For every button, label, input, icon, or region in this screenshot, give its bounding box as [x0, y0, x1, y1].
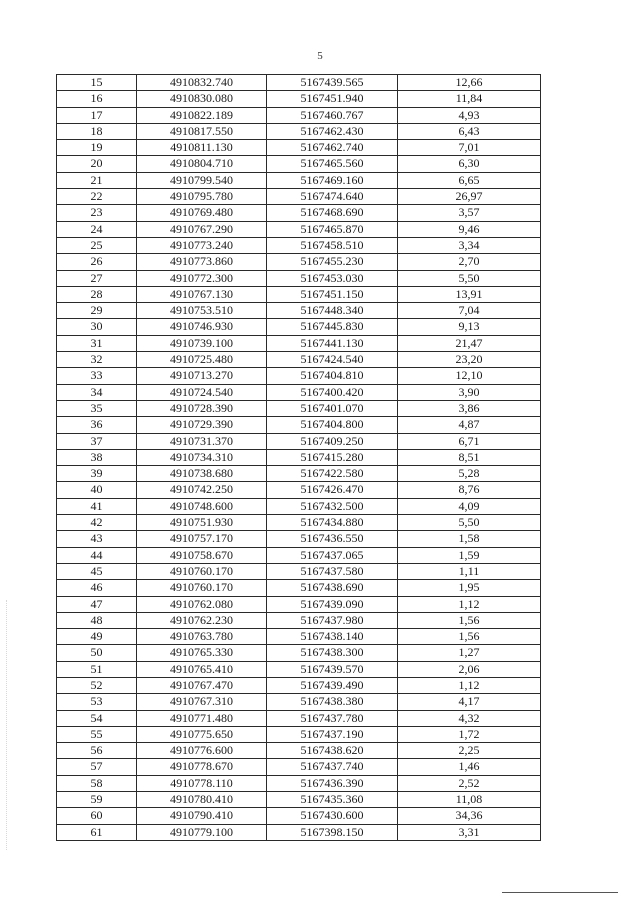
distance-cell: 2,25: [398, 743, 541, 759]
y-coordinate-cell: 5167436.390: [267, 775, 398, 791]
x-coordinate-cell: 4910742.250: [137, 482, 267, 498]
table-row: [57, 661, 541, 677]
x-coordinate-cell: 4910804.710: [137, 156, 267, 172]
point-number-cell: 51: [57, 661, 137, 677]
y-coordinate-cell: 5167458.510: [267, 237, 398, 253]
point-number-cell: 29: [57, 303, 137, 319]
table-row: [57, 417, 541, 433]
point-number-cell: 59: [57, 792, 137, 808]
y-coordinate-cell: 5167438.620: [267, 743, 398, 759]
point-number-cell: 45: [57, 563, 137, 579]
distance-cell: 9,13: [398, 319, 541, 335]
distance-cell: 34,36: [398, 808, 541, 824]
point-number-cell: 32: [57, 352, 137, 368]
distance-cell: 3,34: [398, 237, 541, 253]
point-number-cell: 52: [57, 677, 137, 693]
y-coordinate-cell: 5167400.420: [267, 384, 398, 400]
distance-cell: 1,56: [398, 629, 541, 645]
table-row: [57, 270, 541, 286]
x-coordinate-cell: 4910762.080: [137, 596, 267, 612]
x-coordinate-cell: 4910725.480: [137, 352, 267, 368]
x-coordinate-cell: 4910767.470: [137, 677, 267, 693]
table-row: [57, 352, 541, 368]
distance-cell: 1,27: [398, 645, 541, 661]
y-coordinate-cell: 5167465.870: [267, 221, 398, 237]
table-row: [57, 531, 541, 547]
distance-cell: 8,51: [398, 449, 541, 465]
distance-cell: 7,01: [398, 140, 541, 156]
point-number-cell: 39: [57, 466, 137, 482]
table-row: [57, 368, 541, 384]
point-number-cell: 40: [57, 482, 137, 498]
x-coordinate-cell: 4910779.100: [137, 824, 267, 840]
y-coordinate-cell: 5167451.940: [267, 91, 398, 107]
point-number-cell: 15: [57, 75, 137, 91]
distance-cell: 6,71: [398, 433, 541, 449]
y-coordinate-cell: 5167438.140: [267, 629, 398, 645]
distance-cell: 26,97: [398, 189, 541, 205]
x-coordinate-cell: 4910832.740: [137, 75, 267, 91]
distance-cell: 6,65: [398, 172, 541, 188]
y-coordinate-cell: 5167409.250: [267, 433, 398, 449]
y-coordinate-cell: 5167438.300: [267, 645, 398, 661]
y-coordinate-cell: 5167460.767: [267, 107, 398, 123]
y-coordinate-cell: 5167451.150: [267, 286, 398, 302]
y-coordinate-cell: 5167439.090: [267, 596, 398, 612]
point-number-cell: 55: [57, 726, 137, 742]
distance-cell: 3,90: [398, 384, 541, 400]
distance-cell: 1,12: [398, 677, 541, 693]
point-number-cell: 46: [57, 580, 137, 596]
point-number-cell: 35: [57, 400, 137, 416]
point-number-cell: 37: [57, 433, 137, 449]
x-coordinate-cell: 4910760.170: [137, 563, 267, 579]
x-coordinate-cell: 4910734.310: [137, 449, 267, 465]
y-coordinate-cell: 5167436.550: [267, 531, 398, 547]
point-number-cell: 53: [57, 694, 137, 710]
table-row: [57, 140, 541, 156]
y-coordinate-cell: 5167462.430: [267, 123, 398, 139]
x-coordinate-cell: 4910729.390: [137, 417, 267, 433]
distance-cell: 1,56: [398, 612, 541, 628]
table-row: [57, 221, 541, 237]
x-coordinate-cell: 4910778.110: [137, 775, 267, 791]
x-coordinate-cell: 4910817.550: [137, 123, 267, 139]
distance-cell: 1,58: [398, 531, 541, 547]
point-number-cell: 19: [57, 140, 137, 156]
table-row: [57, 759, 541, 775]
point-number-cell: 57: [57, 759, 137, 775]
distance-cell: 2,06: [398, 661, 541, 677]
table-row: [57, 156, 541, 172]
y-coordinate-cell: 5167404.810: [267, 368, 398, 384]
x-coordinate-cell: 4910713.270: [137, 368, 267, 384]
distance-cell: 4,93: [398, 107, 541, 123]
table-row: [57, 743, 541, 759]
distance-cell: 9,46: [398, 221, 541, 237]
point-number-cell: 38: [57, 449, 137, 465]
table-row: [57, 629, 541, 645]
point-number-cell: 48: [57, 612, 137, 628]
table-row: [57, 563, 541, 579]
y-coordinate-cell: 5167439.570: [267, 661, 398, 677]
y-coordinate-cell: 5167468.690: [267, 205, 398, 221]
distance-cell: 1,59: [398, 547, 541, 563]
point-number-cell: 43: [57, 531, 137, 547]
distance-cell: 2,70: [398, 254, 541, 270]
point-number-cell: 56: [57, 743, 137, 759]
table-row: [57, 824, 541, 840]
point-number-cell: 47: [57, 596, 137, 612]
table-row: [57, 189, 541, 205]
distance-cell: 3,86: [398, 400, 541, 416]
point-number-cell: 18: [57, 123, 137, 139]
distance-cell: 11,08: [398, 792, 541, 808]
table-row: [57, 91, 541, 107]
y-coordinate-cell: 5167437.190: [267, 726, 398, 742]
distance-cell: 3,31: [398, 824, 541, 840]
point-number-cell: 36: [57, 417, 137, 433]
y-coordinate-cell: 5167437.780: [267, 710, 398, 726]
point-number-cell: 58: [57, 775, 137, 791]
x-coordinate-cell: 4910763.780: [137, 629, 267, 645]
y-coordinate-cell: 5167432.500: [267, 498, 398, 514]
distance-cell: 21,47: [398, 335, 541, 351]
table-row: [57, 612, 541, 628]
point-number-cell: 23: [57, 205, 137, 221]
x-coordinate-cell: 4910822.189: [137, 107, 267, 123]
x-coordinate-cell: 4910738.680: [137, 466, 267, 482]
point-number-cell: 26: [57, 254, 137, 270]
coordinates-table: [56, 74, 541, 841]
y-coordinate-cell: 5167439.565: [267, 75, 398, 91]
distance-cell: 5,28: [398, 466, 541, 482]
x-coordinate-cell: 4910776.600: [137, 743, 267, 759]
table-row: [57, 237, 541, 253]
table-row: [57, 319, 541, 335]
y-coordinate-cell: 5167474.640: [267, 189, 398, 205]
table-row: [57, 384, 541, 400]
distance-cell: 5,50: [398, 270, 541, 286]
point-number-cell: 44: [57, 547, 137, 563]
distance-cell: 6,30: [398, 156, 541, 172]
point-number-cell: 16: [57, 91, 137, 107]
table-row: [57, 107, 541, 123]
point-number-cell: 50: [57, 645, 137, 661]
y-coordinate-cell: 5167438.690: [267, 580, 398, 596]
distance-cell: 1,46: [398, 759, 541, 775]
x-coordinate-cell: 4910746.930: [137, 319, 267, 335]
y-coordinate-cell: 5167438.380: [267, 694, 398, 710]
point-number-cell: 42: [57, 515, 137, 531]
point-number-cell: 28: [57, 286, 137, 302]
x-coordinate-cell: 4910771.480: [137, 710, 267, 726]
point-number-cell: 33: [57, 368, 137, 384]
y-coordinate-cell: 5167398.150: [267, 824, 398, 840]
point-number-cell: 20: [57, 156, 137, 172]
distance-cell: 4,87: [398, 417, 541, 433]
y-coordinate-cell: 5167401.070: [267, 400, 398, 416]
x-coordinate-cell: 4910780.410: [137, 792, 267, 808]
x-coordinate-cell: 4910739.100: [137, 335, 267, 351]
point-number-cell: 27: [57, 270, 137, 286]
table-row: [57, 808, 541, 824]
x-coordinate-cell: 4910773.860: [137, 254, 267, 270]
y-coordinate-cell: 5167462.740: [267, 140, 398, 156]
distance-cell: 8,76: [398, 482, 541, 498]
y-coordinate-cell: 5167465.560: [267, 156, 398, 172]
distance-cell: 4,32: [398, 710, 541, 726]
distance-cell: 5,50: [398, 515, 541, 531]
distance-cell: 23,20: [398, 352, 541, 368]
distance-cell: 1,12: [398, 596, 541, 612]
x-coordinate-cell: 4910811.130: [137, 140, 267, 156]
x-coordinate-cell: 4910767.310: [137, 694, 267, 710]
y-coordinate-cell: 5167437.740: [267, 759, 398, 775]
distance-cell: 1,72: [398, 726, 541, 742]
table-row: [57, 580, 541, 596]
x-coordinate-cell: 4910767.130: [137, 286, 267, 302]
y-coordinate-cell: 5167437.980: [267, 612, 398, 628]
y-coordinate-cell: 5167430.600: [267, 808, 398, 824]
table-row: [57, 75, 541, 91]
point-number-cell: 24: [57, 221, 137, 237]
y-coordinate-cell: 5167455.230: [267, 254, 398, 270]
point-number-cell: 49: [57, 629, 137, 645]
point-number-cell: 41: [57, 498, 137, 514]
scan-margin-artifact: [6, 600, 7, 850]
x-coordinate-cell: 4910767.290: [137, 221, 267, 237]
table-row: [57, 792, 541, 808]
y-coordinate-cell: 5167445.830: [267, 319, 398, 335]
point-number-cell: 34: [57, 384, 137, 400]
coordinates-table-body: [57, 75, 541, 841]
y-coordinate-cell: 5167437.580: [267, 563, 398, 579]
distance-cell: 12,10: [398, 368, 541, 384]
footer-rule: [502, 892, 618, 893]
x-coordinate-cell: 4910790.410: [137, 808, 267, 824]
y-coordinate-cell: 5167426.470: [267, 482, 398, 498]
x-coordinate-cell: 4910765.330: [137, 645, 267, 661]
x-coordinate-cell: 4910775.650: [137, 726, 267, 742]
point-number-cell: 21: [57, 172, 137, 188]
x-coordinate-cell: 4910762.230: [137, 612, 267, 628]
x-coordinate-cell: 4910760.170: [137, 580, 267, 596]
table-row: [57, 205, 541, 221]
distance-cell: 6,43: [398, 123, 541, 139]
x-coordinate-cell: 4910724.540: [137, 384, 267, 400]
table-row: [57, 335, 541, 351]
distance-cell: 1,11: [398, 563, 541, 579]
x-coordinate-cell: 4910757.170: [137, 531, 267, 547]
page-number: 5: [317, 50, 323, 62]
distance-cell: 11,84: [398, 91, 541, 107]
distance-cell: 13,91: [398, 286, 541, 302]
table-row: [57, 172, 541, 188]
table-row: [57, 677, 541, 693]
table-row: [57, 449, 541, 465]
distance-cell: 1,95: [398, 580, 541, 596]
x-coordinate-cell: 4910748.600: [137, 498, 267, 514]
y-coordinate-cell: 5167453.030: [267, 270, 398, 286]
y-coordinate-cell: 5167441.130: [267, 335, 398, 351]
point-number-cell: 22: [57, 189, 137, 205]
distance-cell: 2,52: [398, 775, 541, 791]
y-coordinate-cell: 5167434.880: [267, 515, 398, 531]
table-row: [57, 482, 541, 498]
table-row: [57, 123, 541, 139]
x-coordinate-cell: 4910773.240: [137, 237, 267, 253]
distance-cell: 7,04: [398, 303, 541, 319]
y-coordinate-cell: 5167422.580: [267, 466, 398, 482]
x-coordinate-cell: 4910731.370: [137, 433, 267, 449]
y-coordinate-cell: 5167435.360: [267, 792, 398, 808]
distance-cell: 4,09: [398, 498, 541, 514]
x-coordinate-cell: 4910753.510: [137, 303, 267, 319]
table-row: [57, 400, 541, 416]
point-number-cell: 31: [57, 335, 137, 351]
y-coordinate-cell: 5167469.160: [267, 172, 398, 188]
point-number-cell: 25: [57, 237, 137, 253]
x-coordinate-cell: 4910830.080: [137, 91, 267, 107]
point-number-cell: 60: [57, 808, 137, 824]
table-row: [57, 433, 541, 449]
table-row: [57, 547, 541, 563]
table-row: [57, 694, 541, 710]
y-coordinate-cell: 5167415.280: [267, 449, 398, 465]
table-row: [57, 254, 541, 270]
y-coordinate-cell: 5167448.340: [267, 303, 398, 319]
point-number-cell: 30: [57, 319, 137, 335]
x-coordinate-cell: 4910769.480: [137, 205, 267, 221]
x-coordinate-cell: 4910728.390: [137, 400, 267, 416]
table-row: [57, 515, 541, 531]
table-row: [57, 596, 541, 612]
y-coordinate-cell: 5167439.490: [267, 677, 398, 693]
table-row: [57, 466, 541, 482]
distance-cell: 3,57: [398, 205, 541, 221]
x-coordinate-cell: 4910751.930: [137, 515, 267, 531]
distance-cell: 4,17: [398, 694, 541, 710]
point-number-cell: 54: [57, 710, 137, 726]
table-row: [57, 286, 541, 302]
table-row: [57, 303, 541, 319]
table-row: [57, 645, 541, 661]
y-coordinate-cell: 5167424.540: [267, 352, 398, 368]
table-row: [57, 726, 541, 742]
x-coordinate-cell: 4910799.540: [137, 172, 267, 188]
distance-cell: 12,66: [398, 75, 541, 91]
x-coordinate-cell: 4910758.670: [137, 547, 267, 563]
y-coordinate-cell: 5167404.800: [267, 417, 398, 433]
x-coordinate-cell: 4910772.300: [137, 270, 267, 286]
table-row: [57, 498, 541, 514]
point-number-cell: 17: [57, 107, 137, 123]
point-number-cell: 61: [57, 824, 137, 840]
table-row: [57, 775, 541, 791]
y-coordinate-cell: 5167437.065: [267, 547, 398, 563]
x-coordinate-cell: 4910778.670: [137, 759, 267, 775]
x-coordinate-cell: 4910765.410: [137, 661, 267, 677]
x-coordinate-cell: 4910795.780: [137, 189, 267, 205]
table-row: [57, 710, 541, 726]
